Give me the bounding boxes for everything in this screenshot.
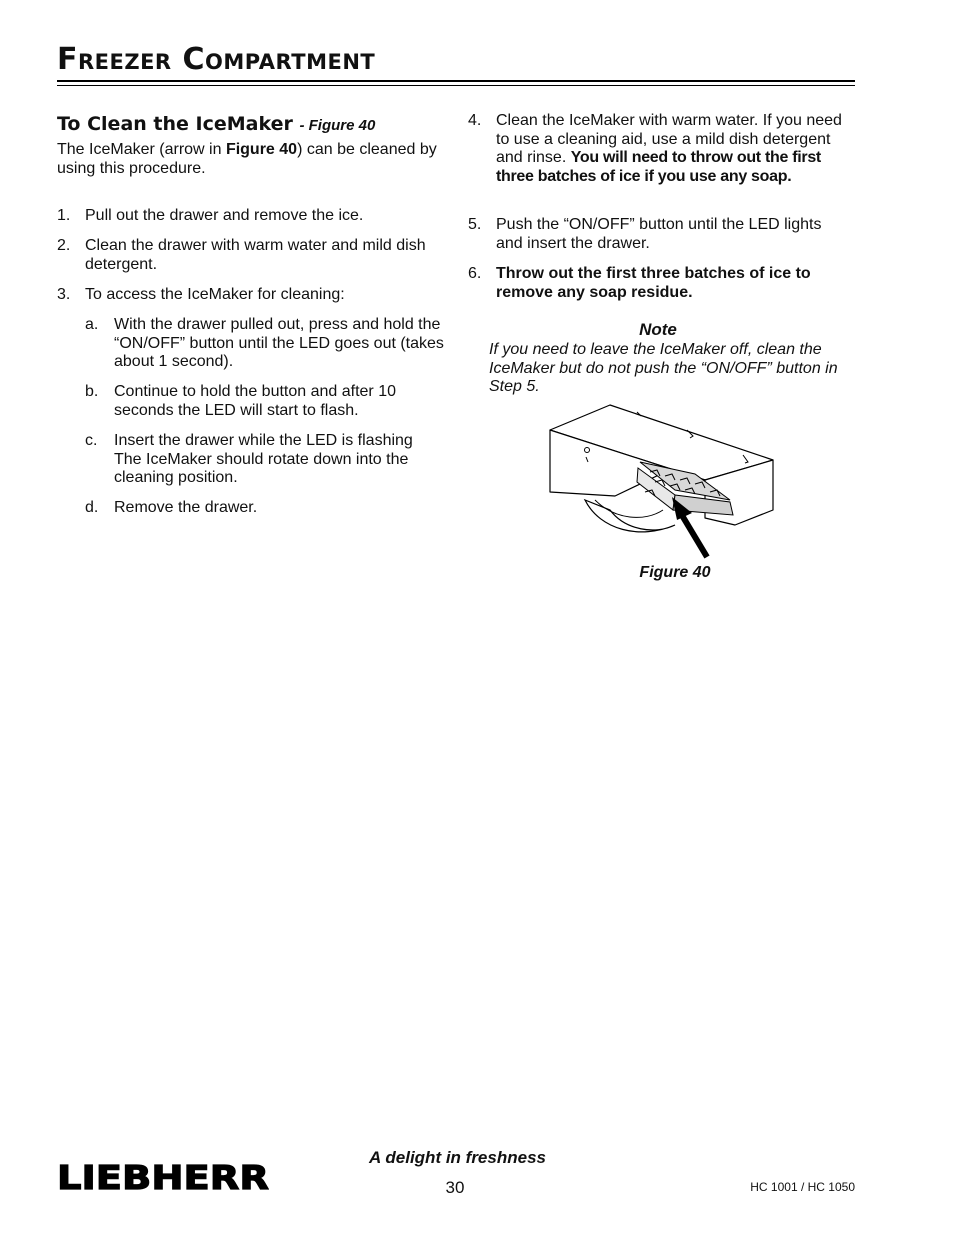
icemaker-illustration xyxy=(545,400,775,562)
intro-text-after: ) can be cleaned by using this procedure. xyxy=(57,141,437,177)
substep-letter: a. xyxy=(85,316,99,333)
substep-text: Continue to hold the button and after 10 seconds the LED will start to flash. xyxy=(114,383,396,419)
step-4-text: Clean the IceMaker with warm water. If you need to use a cleaning aid, use a mild dish detergent and rinse. xyxy=(496,112,842,166)
step-number: 4. xyxy=(468,112,482,129)
page-title: Freezer Compartment xyxy=(57,42,376,77)
step-number: 1. xyxy=(57,207,71,224)
step-text: Pull out the drawer and remove the ice. xyxy=(85,207,364,224)
model-number: HC 1001 / HC 1050 xyxy=(750,1180,855,1194)
step-text: To access the IceMaker for cleaning: xyxy=(85,286,345,303)
figure-caption: Figure 40 xyxy=(639,564,711,581)
substep-letter: d. xyxy=(85,499,99,516)
svg-text:LIEBHERR: LIEBHERR xyxy=(57,1162,269,1192)
liebherr-logo xyxy=(57,1162,269,1192)
section-heading xyxy=(57,112,375,138)
step-text: Throw out the first three batches of ice to remove any soap residue. xyxy=(496,265,811,301)
footer-tagline: A delight in freshness xyxy=(369,1148,546,1167)
substep-text: Remove the drawer. xyxy=(114,499,258,516)
page-number: 30 xyxy=(445,1178,465,1197)
intro-text-before: The IceMaker (arrow in xyxy=(57,141,226,158)
step-number: 5. xyxy=(468,216,482,233)
step-text: Push the “ON/OFF” button until the LED lights and insert the drawer. xyxy=(496,216,822,252)
title-rule-thin xyxy=(57,85,855,86)
title-rule-thick xyxy=(57,80,855,82)
step-number: 6. xyxy=(468,265,482,282)
substep-letter: c. xyxy=(85,432,98,449)
step-text xyxy=(496,112,858,186)
substep-letter: b. xyxy=(85,383,99,400)
step-number: 3. xyxy=(57,286,71,303)
figure-reference: - Figure 40 xyxy=(299,117,376,134)
section-heading-text: To Clean the IceMaker xyxy=(57,113,293,135)
substep-text: Insert the drawer while the LED is flashing The IceMaker should rotate down into the cleaning position. xyxy=(114,432,413,486)
step-number: 2. xyxy=(57,237,71,254)
substep-text: With the drawer pulled out, press and hold the “ON/OFF” button until the LED goes out (takes about 1 second). xyxy=(114,316,444,370)
step-4-warning: You will need to throw out the first three batches of ice if you use any soap. xyxy=(496,149,821,185)
step-text: Clean the drawer with warm water and mild dish detergent. xyxy=(85,237,426,273)
intro-paragraph xyxy=(57,140,442,178)
note-title: Note xyxy=(639,320,677,339)
note-text: If you need to leave the IceMaker off, clean the IceMaker but do not push the “ON/OFF” button in Step 5. xyxy=(489,341,838,395)
intro-figure-link: Figure 40 xyxy=(225,141,298,158)
